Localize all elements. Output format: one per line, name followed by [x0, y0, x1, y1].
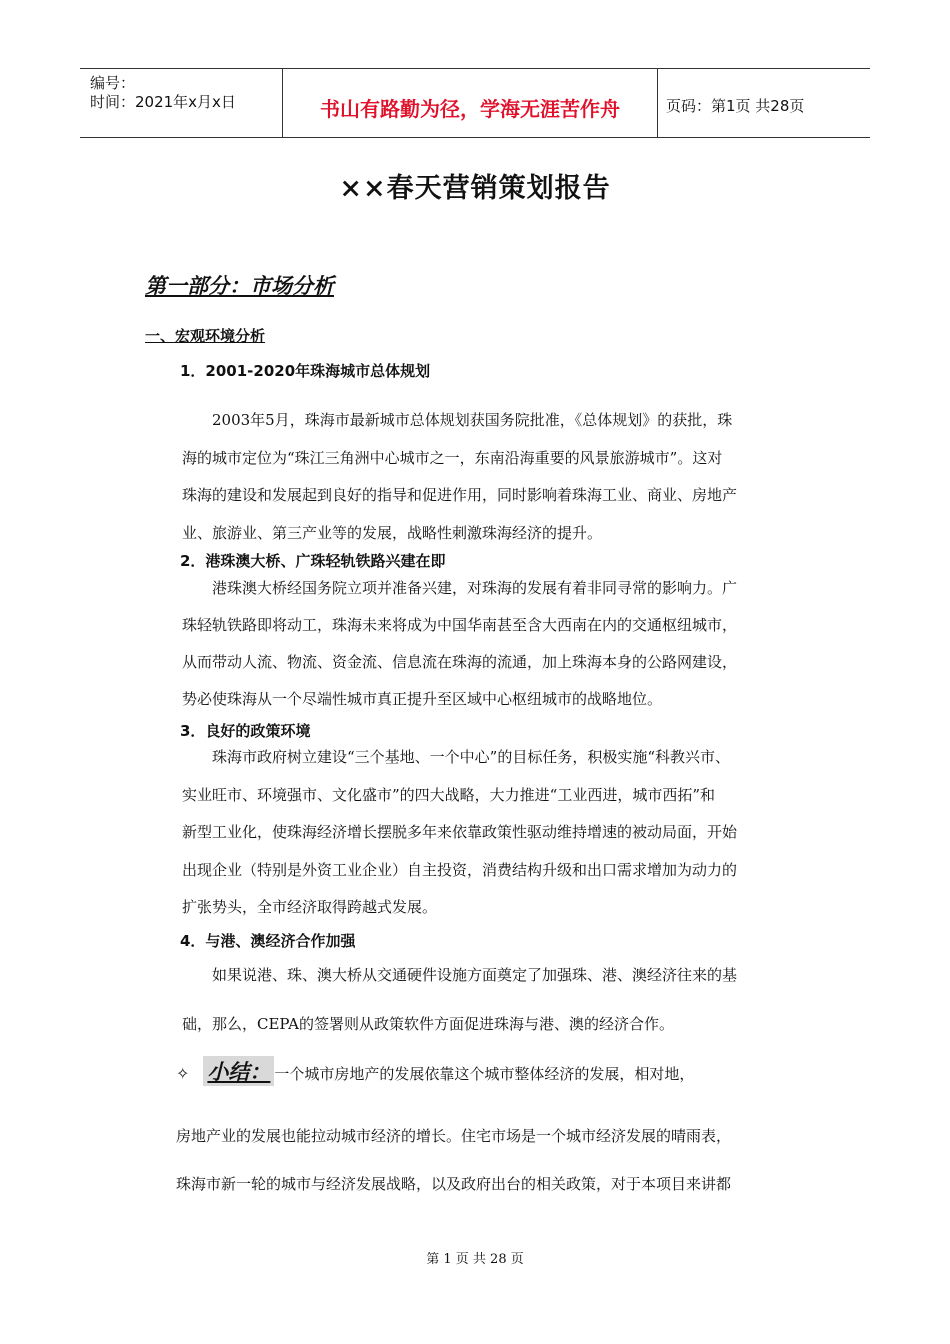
paragraph-line: 从而带动人流、物流、资金流、信息流在珠海的流通，加上珠海本身的公路网建设， [182, 653, 738, 671]
paragraph-4 [182, 951, 822, 1049]
subsection-heading-2: 2．港珠澳大桥、广珠轻轨铁路兴建在即 [180, 552, 446, 570]
header-cell-meta [80, 69, 283, 137]
paragraph-line: 础，那么，CEPA的签署则从政策软件方面促进珠海与港、澳的经济合作。 [182, 1015, 674, 1033]
paragraph-line: 势必使珠海从一个尽端性城市真正提升至区域中心枢纽城市的战略地位。 [182, 690, 663, 708]
header-cell-motto [283, 69, 658, 137]
page-info: 页码：第1页 共28页 [666, 97, 805, 115]
paragraph-line: 扩张势头，全市经济取得跨越式发展。 [182, 898, 438, 916]
paragraph-line: 珠轻轨铁路即将动工，珠海未来将成为中国华南甚至含大西南在内的交通枢纽城市， [182, 616, 738, 634]
paragraph-line: 海的城市定位为“珠江三角洲中心城市之一，东南沿海重要的风景旅游城市”。这对 [182, 448, 723, 467]
paragraph-line: 珠海的建设和发展起到良好的指导和促进作用，同时影响着珠海工业、商业、房地产 [182, 486, 738, 504]
paragraph-line: 实业旺市、环境强市、文化盛市”的四大战略，大力推进“工业西进，城市西拓”和 [182, 785, 716, 804]
summary-label: 小结： [203, 1056, 274, 1086]
header-table [80, 68, 870, 138]
subsection-heading-1: 1．2001-2020年珠海城市总体规划 [180, 362, 431, 380]
paragraph-line: 如果说港、珠、澳大桥从交通硬件设施方面奠定了加强珠、港、澳经济往来的基 [182, 966, 738, 984]
document-code: 编号： [90, 74, 136, 92]
page-footer: 第 1 页 共 28 页 [426, 1252, 524, 1267]
diamond-outline-icon: ✧ [176, 1064, 190, 1083]
section-heading: 一、宏观环境分析 [145, 327, 266, 345]
paragraph-line: 港珠澳大桥经国务院立项并准备兴建，对珠海的发展有着非同寻常的影响力。广 [182, 579, 738, 597]
summary-text: 一个城市房地产的发展依靠这个城市整体经济的发展，相对地， [274, 1065, 695, 1083]
header-cell-page [658, 69, 870, 137]
part-heading: 第一部分：市场分析 [145, 274, 334, 298]
motto-text: 书山有路勤为径，学海无涯苦作舟 [320, 97, 620, 121]
summary-first-line [176, 1056, 694, 1086]
summary-line-2: 房地产业的发展也能拉动城市经济的增长。住宅市场是一个城市经济发展的晴雨表， [176, 1127, 732, 1145]
paragraph-line: 出现企业（特别是外资工业企业）自主投资，消费结构升级和出口需求增加为动力的 [182, 860, 738, 879]
paragraph-1 [182, 402, 822, 552]
paragraph-line: 2003年5月，珠海市最新城市总体规划获国务院批准，《总体规划》的获批，珠 [182, 411, 733, 429]
subsection-heading-4: 4．与港、澳经济合作加强 [180, 932, 356, 950]
summary-line-3: 珠海市新一轮的城市与经济发展战略，以及政府出台的相关政策，对于本项目来讲都 [176, 1175, 732, 1193]
paragraph-2 [182, 570, 822, 718]
document-title: ××春天营销策划报告 [339, 173, 611, 204]
paragraph-line: 珠海市政府树立建设“三个基地、一个中心”的目标任务，积极实施“科教兴市、 [182, 748, 731, 766]
paragraph-line: 业、旅游业、第三产业等的发展，战略性刺激珠海经济的提升。 [182, 523, 603, 542]
paragraph-line: 新型工业化，使珠海经济增长摆脱多年来依靠政策性驱动维持增速的被动局面，开始 [182, 823, 738, 841]
paragraph-3 [182, 739, 822, 927]
subsection-heading-3: 3．良好的政策环境 [180, 722, 311, 740]
document-time: 时间：2021年x月x日 [90, 93, 236, 111]
